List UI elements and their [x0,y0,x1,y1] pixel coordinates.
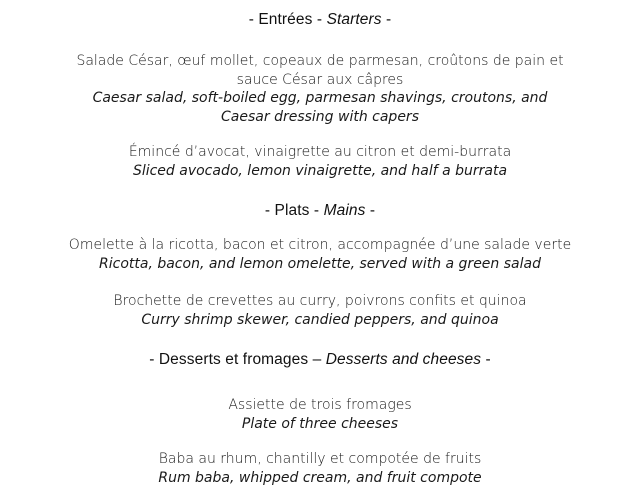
heading-prefix: - [149,351,159,368]
heading-separator: - [312,11,326,28]
heading-separator: - [310,202,324,219]
menu-item-omelette [0,236,640,273]
heading-suffix: - [481,351,491,368]
menu-item-en: Plate of three cheeses [0,415,640,434]
menu-item-fr: Brochette de crevettes au curry, poivrons confits et quinoa [0,292,640,311]
section-heading-starters [0,10,640,30]
heading-prefix: - [265,202,275,219]
menu-item-avocado [0,143,640,180]
heading-prefix: - [249,11,259,28]
menu-item-fr: Assiette de trois fromages [0,396,640,415]
heading-en: Starters [327,11,382,28]
heading-fr: Plats [275,202,310,219]
section-heading-mains [0,201,640,221]
menu-item-rum-baba [0,450,640,487]
heading-suffix: - [365,202,375,219]
menu-item-en: Rum baba, whipped cream, and fruit compote [0,469,640,487]
heading-separator: – [308,351,326,368]
heading-fr: Entrées [258,11,312,28]
heading-fr: Desserts et fromages [159,351,308,368]
menu-item-en: Sliced avocado, lemon vinaigrette, and half a burrata [0,162,640,181]
menu-item-en: Ricotta, bacon, and lemon omelette, served with a green salad [0,255,640,274]
heading-suffix: - [382,11,392,28]
menu-item-shrimp-skewer [0,292,640,329]
heading-en: Mains [324,202,366,219]
menu-item-en: Caesar salad, soft-boiled egg, parmesan shavings, croutons, and Caesar dressing with capers [80,89,560,126]
menu-item-en: Curry shrimp skewer, candied peppers, and quinoa [0,311,640,330]
menu-item-caesar-salad [0,52,640,126]
menu-item-fr: Omelette à la ricotta, bacon et citron, accompagnée d’une salade verte [0,236,640,255]
menu-item-fr: Baba au rhum, chantilly et compotée de fruits [0,450,640,469]
section-heading-desserts [0,350,640,370]
heading-en: Desserts and cheeses [326,351,481,368]
menu-item-cheese-plate [0,396,640,433]
menu-item-fr: Émincé d’avocat, vinaigrette au citron et demi-burrata [0,143,640,162]
menu-item-fr: Salade César, œuf mollet, copeaux de parmesan, croûtons de pain et sauce César aux câpres [60,52,580,89]
